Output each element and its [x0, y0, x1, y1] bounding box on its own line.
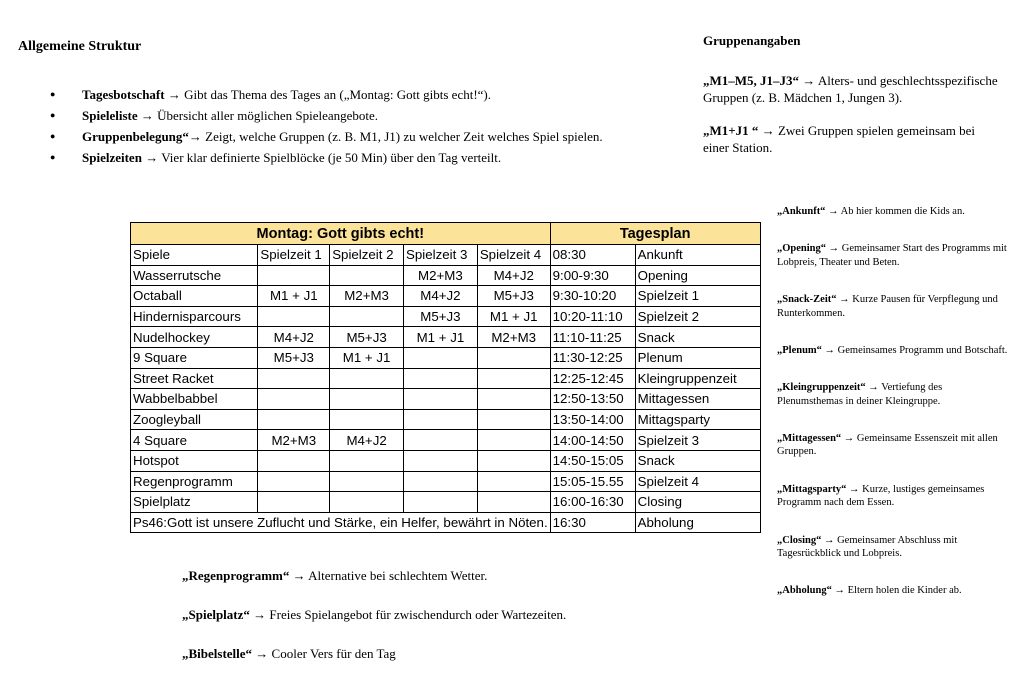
group-cell: [330, 368, 404, 389]
group-cell: [477, 492, 550, 513]
definition-term: „Mittagsparty“: [777, 483, 847, 495]
definition-text: → Kurze Pausen für Verpflegung und Runterkommen.: [777, 294, 998, 319]
group-cell: M1 + J1: [330, 347, 404, 368]
group-cell: [330, 471, 404, 492]
day-title: Montag: Gott gibts echt!: [131, 223, 551, 245]
group-cell: [477, 347, 550, 368]
group-cell: [330, 265, 404, 286]
header-cell: Spielzeit 4: [477, 245, 550, 266]
note-item: [182, 646, 566, 685]
section-heading-gruppen: Gruppenangaben: [703, 33, 801, 48]
definition-term: „Kleingruppenzeit“: [777, 382, 866, 394]
group-cell: [404, 409, 478, 430]
header-cell: 08:30: [550, 245, 635, 266]
bullet-term: Spieleliste: [82, 108, 138, 123]
group-term: „M1+J1 “: [703, 123, 759, 138]
group-cell: [330, 389, 404, 410]
bullet-item: [50, 107, 603, 128]
header-cell: Spielzeit 3: [404, 245, 478, 266]
group-cell: M5+J3: [477, 286, 550, 307]
bullet-term: Gruppenbelegung“: [82, 129, 189, 144]
group-cell: M2+M3: [477, 327, 550, 348]
activity-cell: Mittagsparty: [635, 409, 760, 430]
group-info-item: [703, 72, 1003, 106]
group-cell: [258, 265, 330, 286]
time-cell: 9:30-10:20: [550, 286, 635, 307]
group-cell: [404, 450, 478, 471]
group-cell: [404, 389, 478, 410]
definition-text: → Gemeinsame Essenszeit mit allen Gruppen.: [777, 432, 998, 458]
note-item: [182, 607, 566, 646]
activity-cell: Spielzeit 4: [635, 471, 760, 492]
definition-item: [777, 381, 1009, 408]
bullet-item: [50, 128, 603, 149]
schedule-table-container: [130, 222, 761, 533]
group-cell: [330, 409, 404, 430]
activity-cell: Abholung: [635, 512, 760, 533]
time-cell: 14:00-14:50: [550, 430, 635, 451]
table-row: [131, 471, 761, 492]
table-header-row: [131, 245, 761, 266]
group-cell: [404, 430, 478, 451]
game-name-cell: Regenprogramm: [131, 471, 258, 492]
note-term: „Bibelstelle“: [182, 646, 253, 661]
bible-verse-cell: Ps46:Gott ist unsere Zuflucht und Stärke, ein Helfer, bewährt in Nöten.: [131, 512, 551, 533]
group-cell: [258, 368, 330, 389]
time-cell: 9:00-9:30: [550, 265, 635, 286]
group-cell: M5+J3: [330, 327, 404, 348]
bullet-item: [50, 86, 603, 107]
activity-cell: Snack: [635, 327, 760, 348]
note-text: → Freies Spielangebot für zwischendurch oder Wartezeiten.: [249, 607, 567, 622]
activity-cell: Spielzeit 3: [635, 430, 760, 451]
definition-item: [777, 242, 1009, 269]
definition-text: → Eltern holen die Kinder ab.: [831, 585, 962, 597]
time-cell: 13:50-14:00: [550, 409, 635, 430]
game-name-cell: Spielplatz: [131, 492, 258, 513]
group-cell: [404, 492, 478, 513]
note-term: „Spielplatz“: [182, 607, 250, 622]
definition-item: [777, 205, 1009, 219]
activity-cell: Spielzeit 1: [635, 286, 760, 307]
definition-text: → Gemeinsamer Abschluss mit Tagesrückblick und Lobpreis.: [777, 534, 958, 560]
definition-item: [777, 534, 1009, 561]
time-cell: 15:05-15.55: [550, 471, 635, 492]
game-name-cell: Zoogleyball: [131, 409, 258, 430]
group-cell: M2+M3: [258, 430, 330, 451]
definition-term: „Plenum“: [777, 344, 822, 356]
time-cell: 16:00-16:30: [550, 492, 635, 513]
table-row: [131, 389, 761, 410]
header-cell: Spiele: [131, 245, 258, 266]
game-name-cell: 9 Square: [131, 347, 258, 368]
definition-item: [777, 432, 1009, 459]
time-cell: 12:50-13:50: [550, 389, 635, 410]
group-cell: [477, 471, 550, 492]
structure-bullet-list: [50, 86, 603, 170]
time-cell: 11:30-12:25: [550, 347, 635, 368]
definition-text: → Vertiefung des Plenumsthemas in deiner Kleingruppe.: [777, 382, 943, 407]
game-name-cell: 4 Square: [131, 430, 258, 451]
table-footer-row: [131, 512, 761, 533]
definition-text: → Kurze, lustiges gemeinsames Programm nach dem Essen.: [777, 483, 985, 509]
table-title-row: [131, 223, 761, 245]
activity-cell: Snack: [635, 450, 760, 471]
bullet-text: → Zeigt, welche Gruppen (z. B. M1, J1) zu welcher Zeit welches Spiel spielen.: [188, 129, 603, 144]
definition-term: „Mittagessen“: [777, 432, 842, 444]
group-cell: M1 + J1: [477, 306, 550, 327]
bullet-text: → Vier klar definierte Spielblöcke (je 50 Min) über den Tag verteilt.: [141, 150, 502, 165]
note-item: [182, 568, 566, 607]
bullet-text: → Gibt das Thema des Tages an („Montag: Gott gibts echt!“).: [164, 87, 492, 102]
table-row: [131, 286, 761, 307]
group-cell: [404, 347, 478, 368]
definition-term: „Abholung“: [777, 585, 832, 597]
table-row: [131, 368, 761, 389]
group-cell: M4+J2: [330, 430, 404, 451]
activity-cell: Plenum: [635, 347, 760, 368]
group-cell: M4+J2: [258, 327, 330, 348]
group-term: „M1–M5, J1–J3“: [703, 73, 800, 88]
group-cell: M5+J3: [404, 306, 478, 327]
group-cell: [404, 368, 478, 389]
bullet-term: Spielzeiten: [82, 150, 142, 165]
note-term: „Regenprogramm“: [182, 568, 290, 583]
definition-item: [777, 293, 1009, 320]
table-row: [131, 492, 761, 513]
table-row: [131, 306, 761, 327]
time-cell: 10:20-11:10: [550, 306, 635, 327]
group-cell: [330, 492, 404, 513]
group-cell: [404, 471, 478, 492]
game-name-cell: Street Racket: [131, 368, 258, 389]
group-info-item: [703, 122, 1003, 156]
bullet-item: [50, 149, 603, 170]
tagesplan-title: Tagesplan: [550, 223, 760, 245]
game-name-cell: Hotspot: [131, 450, 258, 471]
time-cell: 16:30: [550, 512, 635, 533]
definition-text: → Ab hier kommen die Kids an.: [825, 206, 965, 217]
table-row: [131, 409, 761, 430]
definition-item: [777, 483, 1009, 510]
game-name-cell: Wabbelbabbel: [131, 389, 258, 410]
group-cell: [330, 306, 404, 327]
game-name-cell: Nudelhockey: [131, 327, 258, 348]
group-cell: M2+M3: [330, 286, 404, 307]
definition-term: „Ankunft“: [777, 206, 826, 217]
activity-cell: Kleingruppenzeit: [635, 368, 760, 389]
group-cell: [477, 389, 550, 410]
bullet-term: Tagesbotschaft: [82, 87, 165, 102]
definition-term: „Snack-Zeit“: [777, 294, 837, 306]
group-cell: M1 + J1: [258, 286, 330, 307]
group-cell: M4+J2: [477, 265, 550, 286]
group-cell: [258, 471, 330, 492]
definition-term: „Closing“: [777, 534, 822, 546]
table-row: [131, 327, 761, 348]
activity-cell: Opening: [635, 265, 760, 286]
group-cell: [258, 409, 330, 430]
group-text: → Alters- und geschlechtsspezifische Gruppen (z. B. Mädchen 1, Jungen 3).: [703, 73, 998, 105]
group-cell: [258, 389, 330, 410]
definition-text: → Gemeinsames Programm und Botschaft.: [821, 344, 1008, 356]
bullet-text: → Übersicht aller möglichen Spieleangebote.: [137, 108, 379, 123]
game-name-cell: Hindernisparcours: [131, 306, 258, 327]
note-text: → Cooler Vers für den Tag: [252, 646, 396, 661]
header-cell: Ankunft: [635, 245, 760, 266]
group-cell: [477, 450, 550, 471]
table-row: [131, 430, 761, 451]
group-cell: M1 + J1: [404, 327, 478, 348]
group-cell: M4+J2: [404, 286, 478, 307]
definition-text: → Gemeinsamer Start des Programms mit Lobpreis, Theater und Beten.: [777, 243, 1007, 268]
group-info-panel: [703, 32, 1003, 172]
group-cell: [477, 368, 550, 389]
table-row: [131, 265, 761, 286]
header-cell: Spielzeit 1: [258, 245, 330, 266]
group-cell: [330, 450, 404, 471]
game-name-cell: Wasserrutsche: [131, 265, 258, 286]
definition-item: [777, 344, 1009, 358]
definitions-list: [777, 205, 1009, 622]
group-cell: [258, 450, 330, 471]
group-cell: [258, 492, 330, 513]
note-text: → Alternative bei schlechtem Wetter.: [289, 568, 488, 583]
activity-cell: Spielzeit 2: [635, 306, 760, 327]
table-row: [131, 347, 761, 368]
definition-item: [777, 584, 1009, 598]
group-cell: M2+M3: [404, 265, 478, 286]
time-cell: 11:10-11:25: [550, 327, 635, 348]
table-row: [131, 450, 761, 471]
section-heading-struktur: Allgemeine Struktur: [18, 39, 142, 54]
activity-cell: Mittagessen: [635, 389, 760, 410]
time-cell: 14:50-15:05: [550, 450, 635, 471]
bottom-notes: [182, 568, 566, 685]
activity-cell: Closing: [635, 492, 760, 513]
group-cell: [258, 306, 330, 327]
game-name-cell: Octaball: [131, 286, 258, 307]
group-text: → Zwei Gruppen spielen gemeinsam bei einer Station.: [703, 123, 976, 155]
group-cell: [477, 409, 550, 430]
group-cell: M5+J3: [258, 347, 330, 368]
definition-term: „Opening“: [777, 243, 827, 255]
schedule-table: [130, 222, 761, 533]
header-cell: Spielzeit 2: [330, 245, 404, 266]
time-cell: 12:25-12:45: [550, 368, 635, 389]
group-cell: [477, 430, 550, 451]
